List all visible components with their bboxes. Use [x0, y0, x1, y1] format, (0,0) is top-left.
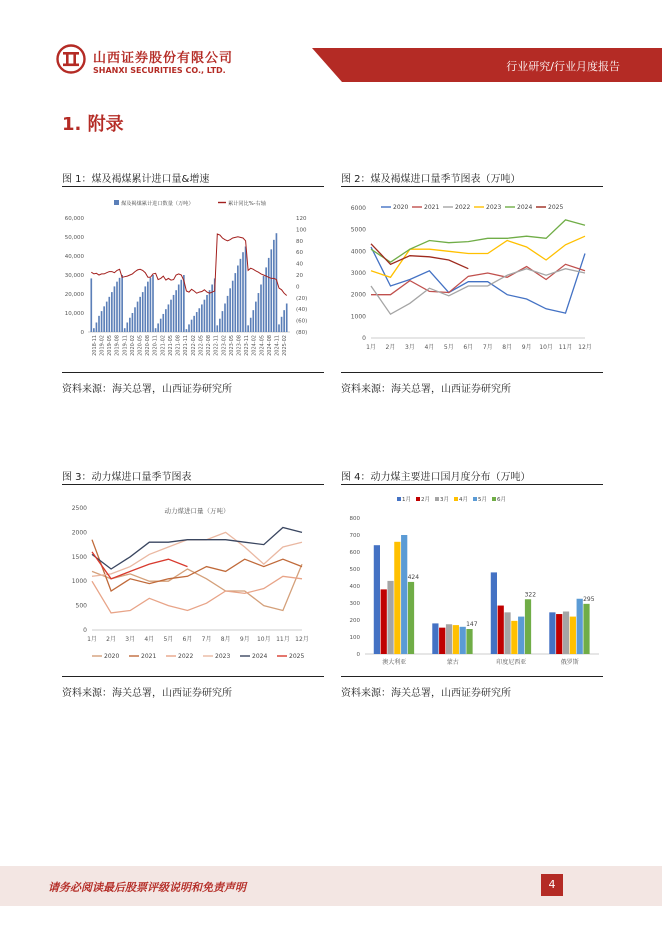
bar [121, 275, 123, 332]
x-tick-label: 2022-11 [213, 335, 220, 356]
x-tick-label: 2024-05 [259, 335, 266, 356]
x-tick-label: 3月 [125, 636, 136, 643]
y-tick-label: 0 [356, 652, 360, 658]
legend-label: 2023 [486, 204, 502, 211]
x-tick-label: 11月 [276, 636, 290, 643]
bar [96, 323, 98, 333]
bar [216, 325, 218, 332]
bar-1月 [432, 623, 438, 654]
bar [103, 306, 105, 332]
bar [134, 307, 136, 332]
x-tick-label: 2019-02 [99, 335, 106, 356]
x-tick-label: 2020-02 [129, 335, 136, 356]
bar [281, 317, 283, 332]
x-tick-label: 3月 [404, 344, 415, 351]
legend-label: 2025 [548, 204, 564, 211]
bar-5月 [460, 627, 466, 654]
figure-2-title: 图 2：煤及褐煤进口量季节图表（万吨） [341, 174, 521, 185]
bar-5月 [518, 617, 524, 654]
legend-label: 4月 [459, 497, 468, 503]
bar [222, 311, 224, 332]
bar-4月 [570, 617, 576, 654]
legend-label: 累计同比%-右轴 [228, 201, 266, 207]
bar [268, 258, 270, 332]
x-tick-label: 10月 [539, 344, 553, 351]
page-number: 4 [541, 874, 563, 896]
y-tick-label-left: 10,000 [64, 311, 84, 317]
bar-5月 [577, 599, 583, 654]
bar-1月 [374, 545, 380, 654]
y-tick-label: 400 [349, 584, 360, 590]
y-tick-label: 3000 [350, 270, 366, 277]
y-tick-label-right: 40 [296, 261, 303, 268]
legend-swatch [416, 497, 420, 501]
bar [229, 288, 231, 332]
bar [93, 328, 95, 332]
bar-4月 [511, 621, 517, 654]
legend-swatch [435, 497, 439, 501]
y-tick-label-right: (80) [296, 330, 308, 336]
bar-3月 [504, 612, 510, 654]
bar [265, 267, 267, 332]
x-tick-label: 8月 [220, 636, 231, 643]
data-label: 295 [583, 595, 595, 603]
legend-label: 2022 [455, 204, 471, 211]
x-tick-label: 印度尼西亚 [496, 659, 527, 666]
bar [240, 259, 242, 332]
bar [150, 278, 152, 332]
bar-6月 [583, 604, 589, 654]
x-tick-label: 澳大利亚 [382, 659, 407, 666]
y-tick-label: 1000 [71, 578, 87, 586]
figure-2-top-rule [341, 186, 603, 187]
figure-3-source: 资料来源：海关总署，山西证券研究所 [62, 688, 232, 699]
bar [147, 282, 149, 332]
figure-1-bottom-rule [62, 372, 324, 373]
legend-swatch [397, 497, 401, 501]
x-tick-label: 2024-02 [251, 335, 258, 356]
data-label: 147 [466, 621, 478, 629]
bar [204, 300, 206, 332]
x-tick-label: 2019-08 [114, 335, 121, 356]
bar-2月 [556, 614, 562, 654]
figure-4-bottom-rule [341, 676, 603, 677]
bar [219, 319, 221, 332]
y-tick-label: 500 [349, 567, 360, 573]
x-tick-label: 10月 [256, 636, 271, 643]
figure-3-title: 图 3：动力煤进口量季节图表 [62, 472, 192, 483]
report-type: 行业研究/行业月度报告 [506, 60, 620, 73]
bar [173, 295, 175, 332]
bar [129, 318, 131, 332]
x-tick-label: 5月 [443, 344, 454, 351]
y-tick-label: 5000 [350, 226, 366, 234]
chart-2-seasonal-imports [341, 190, 603, 370]
y-tick-label: 1000 [350, 313, 366, 321]
y-tick-label: 2000 [350, 291, 366, 299]
bar [124, 328, 126, 332]
bar [144, 286, 146, 332]
x-tick-label: 2021-11 [183, 335, 190, 356]
y-tick-label-left: 50,000 [64, 235, 84, 241]
y-tick-label: 700 [349, 533, 360, 539]
bar-6月 [408, 582, 414, 654]
x-tick-label: 2023-08 [236, 335, 243, 356]
bar-1月 [549, 612, 555, 654]
x-tick-label: 12月 [295, 636, 309, 643]
y-tick-label: 6000 [350, 205, 366, 212]
page-header [0, 0, 662, 92]
legend-label: 煤及褐煤累计进口数量（万吨） [121, 201, 194, 207]
y-tick-label: 0 [362, 335, 366, 342]
series-line-2022 [371, 269, 585, 315]
bar-3月 [387, 581, 393, 654]
bar [234, 273, 236, 332]
bar [106, 302, 108, 332]
bar [263, 276, 265, 332]
x-tick-label: 俄罗斯 [560, 659, 579, 666]
x-tick-label: 11月 [558, 344, 573, 351]
data-label: 424 [407, 573, 420, 581]
legend-label: 2025 [289, 653, 305, 660]
bar [139, 297, 141, 332]
y-tick-label: 2000 [71, 529, 87, 537]
x-tick-label: 2018-11 [91, 335, 98, 356]
figure-2-bottom-rule [341, 372, 603, 373]
x-tick-label: 2021-08 [175, 335, 182, 356]
legend-label: 2024 [517, 204, 533, 211]
y-tick-label-right: 100 [296, 227, 307, 234]
bar [191, 320, 193, 332]
y-tick-label: 100 [349, 635, 360, 641]
bar [101, 311, 103, 332]
x-tick-label: 7月 [201, 636, 212, 643]
x-tick-label: 5月 [163, 636, 174, 643]
bar [252, 310, 254, 332]
y-tick-label-right: 0 [296, 284, 300, 291]
bar [165, 309, 167, 332]
series-line-2024 [371, 220, 585, 262]
bar [250, 318, 252, 332]
x-tick-label: 2023-02 [221, 335, 228, 356]
bar [142, 292, 144, 332]
bar [245, 247, 247, 333]
chart-4-origin-distribution [341, 488, 603, 672]
y-tick-label-right: 60 [296, 250, 303, 257]
x-tick-label: 2021-05 [167, 335, 174, 356]
x-tick-label: 2019-05 [107, 335, 114, 356]
chart-title: 动力煤进口量（万吨） [164, 507, 230, 515]
bar-6月 [525, 599, 531, 654]
x-tick-label: 2020-05 [137, 335, 144, 356]
bar [193, 316, 195, 332]
bar [224, 304, 226, 333]
series-line-2024 [92, 528, 302, 570]
bar [132, 313, 134, 332]
legend-label: 2020 [393, 204, 409, 211]
legend-swatch [114, 200, 119, 205]
y-tick-label: 1500 [71, 553, 87, 561]
y-tick-label-right: (20) [296, 295, 308, 302]
y-tick-label-left: 60,000 [64, 216, 84, 222]
bar [283, 310, 285, 332]
x-tick-label: 6月 [463, 344, 474, 351]
series-line-2020 [371, 247, 585, 313]
legend-swatch [454, 497, 458, 501]
legend-label: 2021 [141, 653, 157, 660]
bar [155, 328, 157, 332]
y-tick-label-right: (60) [296, 318, 308, 325]
bar [237, 266, 239, 333]
x-tick-label: 2024-11 [274, 335, 281, 356]
x-tick-label: 2022-08 [206, 335, 213, 356]
y-tick-label: 600 [349, 550, 360, 556]
figure-1-title: 图 1：煤及褐煤累计进口量&增速 [62, 174, 210, 185]
series-line-2025 [371, 244, 468, 269]
company-name-en: SHANXI SECURITIES CO., LTD. [93, 66, 226, 75]
y-tick-label: 200 [349, 618, 360, 624]
y-tick-label: 800 [349, 516, 360, 522]
figure-3-bottom-rule [62, 676, 324, 677]
bar-5月 [401, 535, 407, 654]
bar [278, 324, 280, 332]
bar [206, 295, 208, 332]
bar [201, 304, 203, 332]
y-tick-label-right: 120 [296, 216, 307, 222]
bar-4月 [453, 625, 459, 654]
bar [114, 286, 116, 332]
x-tick-label: 2022-05 [198, 335, 205, 356]
legend-label: 2月 [421, 497, 430, 503]
x-tick-label: 8月 [502, 344, 513, 351]
bar-1月 [491, 572, 497, 654]
bar [227, 296, 229, 332]
legend-swatch [492, 497, 496, 501]
bar-2月 [498, 606, 504, 654]
y-tick-label-left: 30,000 [64, 273, 84, 279]
bar [162, 314, 164, 332]
bar [157, 323, 159, 332]
bar [260, 285, 262, 333]
bar-3月 [563, 612, 569, 655]
x-tick-label: 4月 [424, 344, 435, 351]
data-label: 322 [524, 591, 537, 599]
x-tick-label: 6月 [182, 636, 193, 643]
bar [273, 240, 275, 332]
x-tick-label: 9月 [521, 344, 532, 351]
y-tick-label-right: (40) [296, 307, 308, 314]
bar [255, 302, 257, 332]
bar [196, 312, 198, 332]
chart-1-cumulative-imports [62, 190, 324, 370]
bar [242, 252, 244, 332]
bar [111, 292, 113, 332]
bar [90, 278, 92, 332]
bar [270, 249, 272, 332]
x-tick-label: 2020-08 [145, 335, 152, 356]
figure-4-title: 图 4：动力煤主要进口国月度分布（万吨） [341, 472, 531, 483]
y-tick-label-left: 40,000 [64, 254, 84, 260]
bar [188, 324, 190, 332]
y-tick-label-left: 0 [80, 330, 84, 336]
y-tick-label-left: 20,000 [64, 292, 84, 298]
bar [116, 282, 118, 332]
yoy-line [91, 234, 286, 296]
x-tick-label: 2020-11 [152, 335, 159, 356]
legend-label: 2020 [104, 653, 120, 660]
bar [209, 290, 211, 332]
x-tick-label: 2022-02 [190, 335, 197, 356]
bar-3月 [446, 624, 452, 654]
bar-2月 [439, 628, 445, 654]
legend-label: 6月 [497, 497, 506, 503]
x-tick-label: 1月 [87, 636, 97, 643]
bar [178, 285, 180, 333]
series-line-2021 [92, 540, 302, 591]
bar [247, 325, 249, 332]
bar [258, 293, 260, 332]
bar [198, 308, 200, 332]
y-tick-label: 0 [83, 627, 87, 634]
y-tick-label: 4000 [350, 248, 366, 256]
series-line-2021 [371, 264, 585, 294]
y-tick-label-right: 80 [296, 238, 303, 245]
legend-label: 2023 [215, 653, 231, 660]
chart-3-thermal-coal-seasonal [62, 488, 324, 672]
series-line-2023 [371, 236, 585, 277]
figure-2-source: 资料来源：海关总署，山西证券研究所 [341, 384, 511, 395]
legend-label: 1月 [402, 497, 411, 503]
x-tick-label: 12月 [578, 344, 592, 351]
company-name-cn: 山西证券股份有限公司 [93, 51, 234, 66]
bar [108, 297, 110, 332]
bar-2月 [381, 589, 387, 654]
company-logo-icon [56, 44, 86, 74]
y-tick-label: 2500 [71, 505, 87, 512]
figure-4-source: 资料来源：海关总署，山西证券研究所 [341, 688, 511, 699]
bar [286, 304, 288, 333]
bar [186, 329, 188, 332]
bar [152, 275, 154, 332]
figure-1-top-rule [62, 186, 324, 187]
bar [232, 281, 234, 332]
figure-1-source: 资料来源：海关总署，山西证券研究所 [62, 384, 232, 395]
legend-label: 5月 [478, 497, 487, 503]
x-tick-label: 2月 [106, 636, 117, 643]
bar [180, 280, 182, 332]
x-tick-label: 蒙古 [446, 659, 459, 666]
x-tick-label: 2023-05 [228, 335, 235, 356]
x-tick-label: 2月 [385, 344, 396, 351]
legend-label: 3月 [440, 497, 449, 503]
footer-disclaimer: 请务必阅读最后股票评级说明和免责声明 [48, 881, 246, 894]
x-tick-label: 9月 [239, 636, 250, 643]
bar [170, 300, 172, 332]
y-tick-label: 500 [75, 602, 87, 610]
bar [168, 304, 170, 332]
bar [175, 290, 177, 332]
y-tick-label: 300 [349, 601, 360, 607]
figure-4-top-rule [341, 484, 603, 485]
x-tick-label: 2024-08 [266, 335, 273, 356]
x-tick-label: 2021-02 [160, 335, 167, 356]
bar-4月 [394, 542, 400, 654]
figure-3-top-rule [62, 484, 324, 485]
x-tick-label: 2025-02 [282, 335, 289, 356]
x-tick-label: 2023-11 [244, 335, 251, 356]
bar [119, 278, 121, 332]
bar [137, 302, 139, 332]
x-tick-label: 2019-11 [122, 335, 129, 356]
bar [98, 316, 100, 332]
bar [126, 323, 128, 333]
legend-label: 2021 [424, 204, 440, 211]
x-tick-label: 4月 [144, 636, 155, 643]
x-tick-label: 1月 [366, 344, 376, 351]
section-title: 1. 附录 [62, 114, 124, 135]
legend-label: 2022 [178, 653, 194, 660]
legend-label: 2024 [252, 653, 268, 660]
bar [160, 319, 162, 332]
legend-swatch [473, 497, 477, 501]
x-tick-label: 7月 [482, 344, 493, 351]
y-tick-label-right: 20 [296, 273, 303, 279]
bar-6月 [466, 629, 472, 654]
